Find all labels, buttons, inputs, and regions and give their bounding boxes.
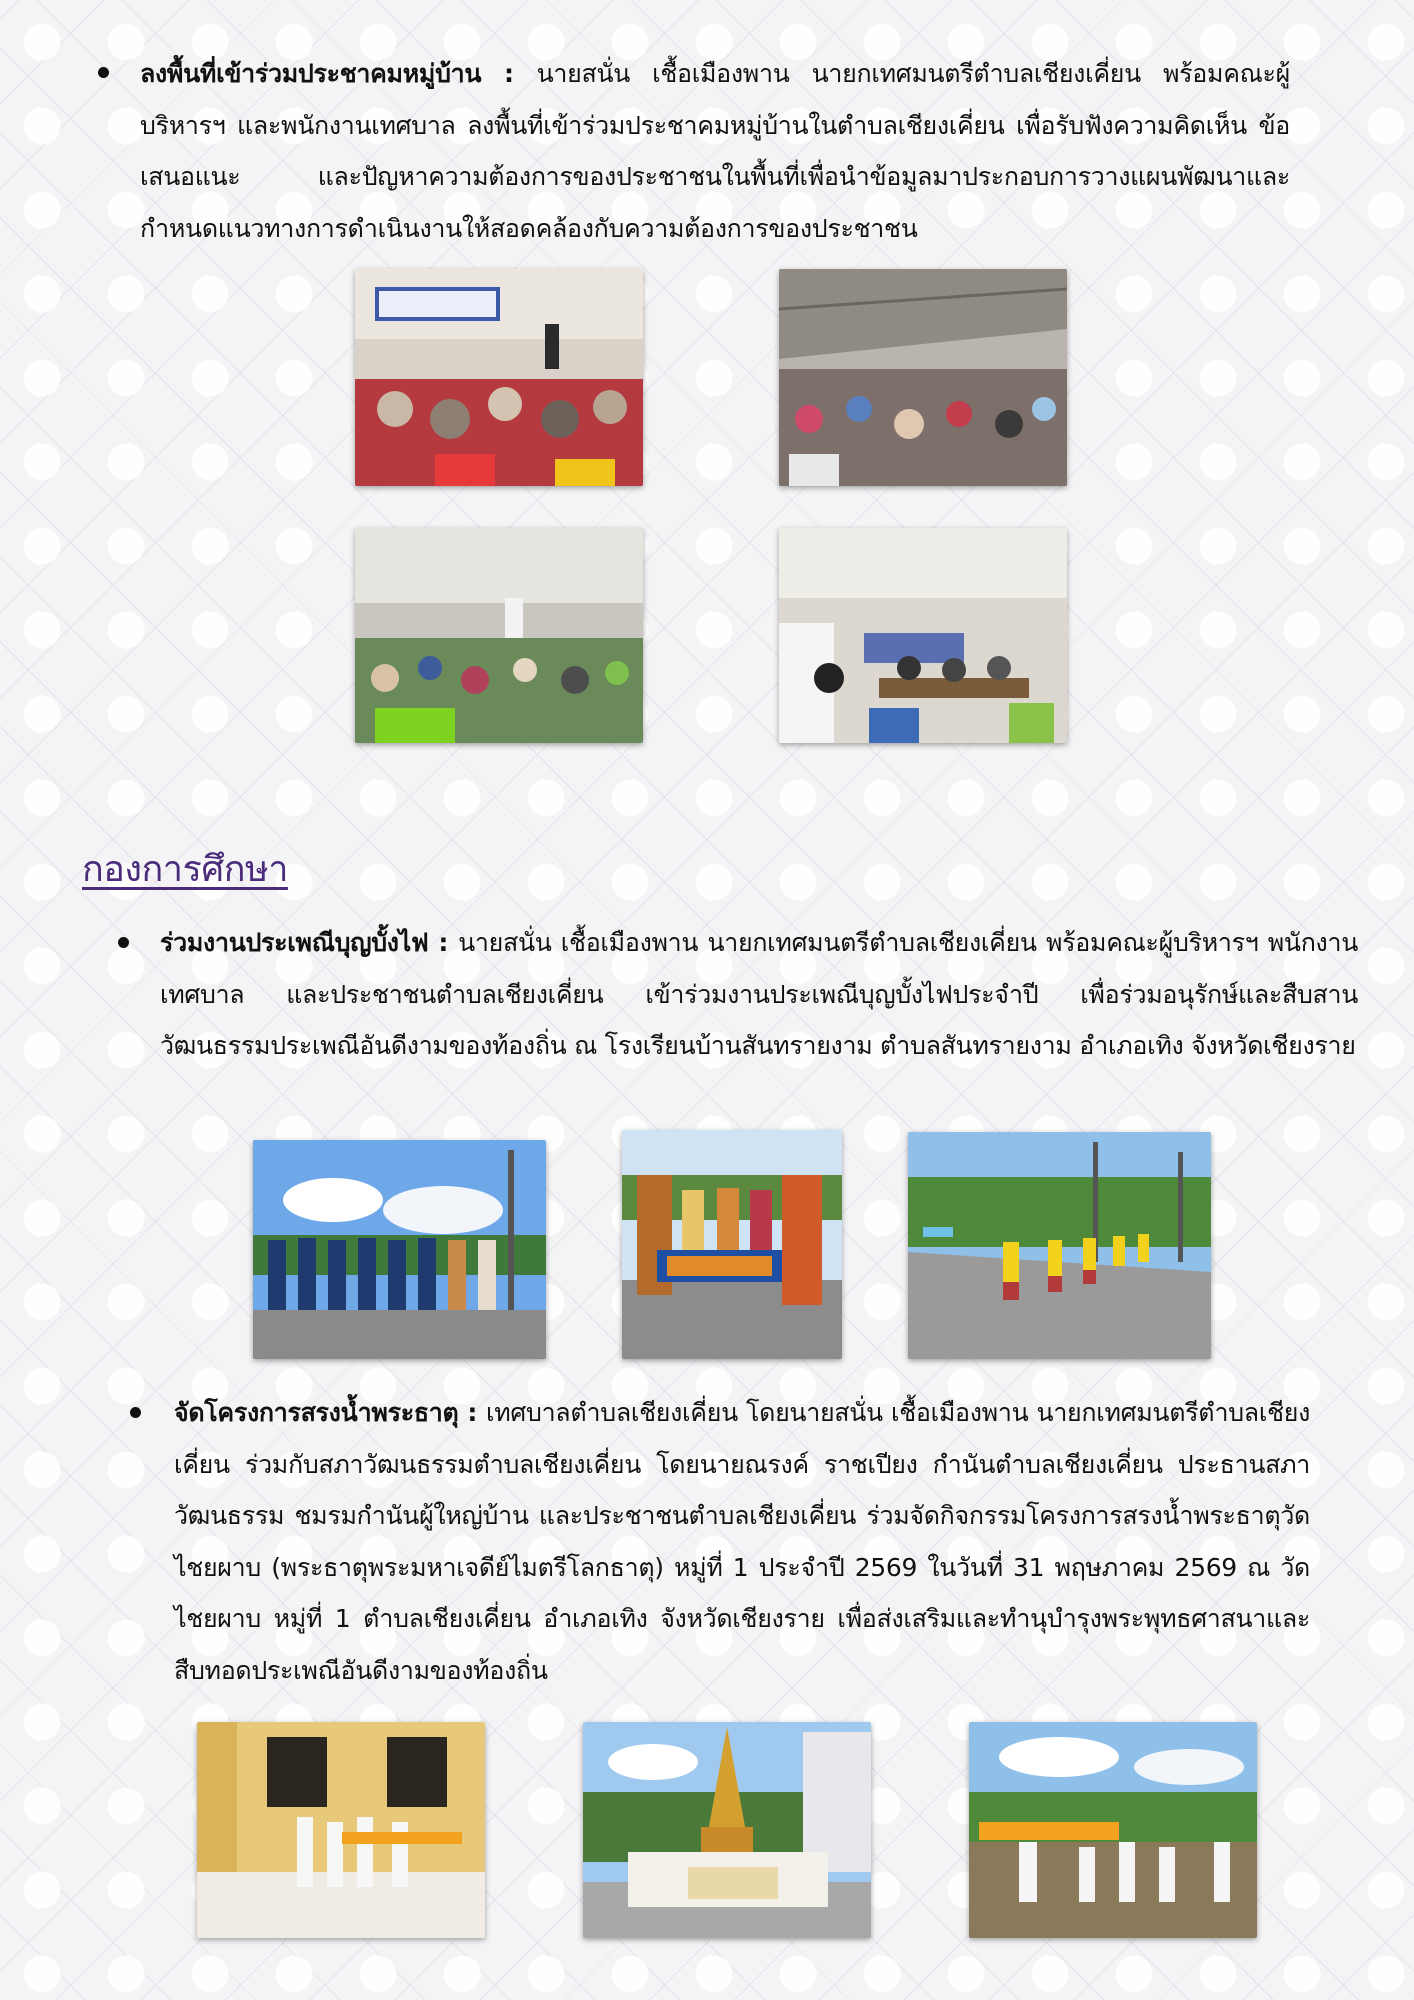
bullet-2 [118,937,129,948]
paragraph-stupa-bathing: จัดโครงการสรงน้ำพระธาตุ : เทศบาลตำบลเชียงเคี่ยน โดยนายสนั่น เชื้อเมืองพาน นายกเทศมนตรีตำบลเชียงเคี่ยน ร่วมกับสภาวัฒนธรรมตำบลเชียงเคี่ยน โดยนายณรงค์ ราชเปียง กำนันตำบลเชียงเคี่ยน ประธานสภาวัฒนธรรม ชมรมกำนันผู้ใหญ่บ้าน และประชาชนตำบลเชียงเคี่ยน ร่วมจัดกิจกรรมโครงการสรงน้ำพระธาตุวัดไชยผาบ (พระธาตุพระมหาเจดีย์ไมตรีโลกธาตุ) หมู่ที่ 1 ประจำปี 2569 ในวันที่ 31 พฤษภาคม 2569 ณ วัดไชยผาบ หมู่ที่ 1 ตำบลเชียงเคี่ยน อำเภอเทิง จังหวัดเชียงราย เพื่อส่งเสริมและทำนุบำรุงพระพุทธศาสนาและสืบทอดประเพณีอันดีงามของท้องถิ่น [174,1398,1310,1685]
photo-temple-3 [969,1722,1257,1938]
photo-festival-2 [622,1130,842,1359]
photo-festival-1 [253,1140,546,1359]
photo-meeting-1 [355,269,643,486]
photo-meeting-4 [779,528,1067,743]
photo-festival-3 [908,1132,1211,1359]
photo-temple-2 [583,1722,871,1938]
body-stupa-bathing: เทศบาลตำบลเชียงเคี่ยน โดยนายสนั่น เชื้อเมืองพาน นายกเทศมนตรีตำบลเชียงเคี่ยน ร่วมกับสภาวัฒนธรรมตำบลเชียงเคี่ยน โดยนายณรงค์ ราชเปียง กำนันตำบลเชียงเคี่ยน ประธานสภาวัฒนธรรม ชมรมกำนันผู้ใหญ่บ้าน และประชาชนตำบลเชียงเคี่ยน ร่วมจัดกิจกรรมโครงการสรงน้ำพระธาตุวัดไชยผาบ (พระธาตุพระมหาเจดีย์ไมตรีโลกธาตุ) หมู่ที่ 1 ประจำปี 2569 ในวันที่ 31 พฤษภาคม 2569 ณ วัดไชยผาบ หมู่ที่ 1 ตำบลเชียงเคี่ยน อำเภอเทิง จังหวัดเชียงราย เพื่อส่งเสริมและทำนุบำรุงพระพุทธศาสนาและสืบทอดประเพณีอันดีงามของท้องถิ่น [174,1398,1310,1685]
lead-village-meeting: ลงพื้นที่เข้าร่วมประชาคมหมู่บ้าน [140,59,482,88]
lead-rocket-festival: ร่วมงานประเพณีบุญบั้งไฟ [160,928,429,957]
body-village-meeting: นายสนั่น เชื้อเมืองพาน นายกเทศมนตรีตำบลเชียงเคี่ยน พร้อมคณะผู้บริหารฯ และพนักงานเทศบาล ลงพื้นที่เข้าร่วมประชาคมหมู่บ้านในตำบลเชียงเคี่ยน เพื่อรับฟังความคิดเห็น ข้อเสนอแนะ และปัญหาความต้องการของประชาชนในพื้นที่เพื่อนำข้อมูลมาประกอบการวางแผนพัฒนาและกำหนดแนวทางการดำเนินงานให้สอดคล้องกับความต้องการของประชาชน [140,59,1290,243]
photo-temple-1 [197,1722,485,1938]
paragraph-rocket-festival: ร่วมงานประเพณีบุญบั้งไฟ : นายสนั่น เชื้อเมืองพาน นายกเทศมนตรีตำบลเชียงเคี่ยน พร้อมคณะผู้บริหารฯ พนักงานเทศบาล และประชาชนตำบลเชียงเคี่ยน เข้าร่วมงานประเพณีบุญบั้งไฟประจำปี เพื่อร่วมอนุรักษ์และสืบสานวัฒนธรรมประเพณีอันดีงามของท้องถิ่น ณ โรงเรียนบ้านสันทรายงาม ตำบลสันทรายงาม อำเภอเทิง จังหวัดเชียงราย [160,928,1358,1060]
paragraph-village-meeting: ลงพื้นที่เข้าร่วมประชาคมหมู่บ้าน : นายสนั่น เชื้อเมืองพาน นายกเทศมนตรีตำบลเชียงเคี่ยน พร้อมคณะผู้บริหารฯ และพนักงานเทศบาล ลงพื้นที่เข้าร่วมประชาคมหมู่บ้านในตำบลเชียงเคี่ยน เพื่อรับฟังความคิดเห็น ข้อเสนอแนะ และปัญหาความต้องการของประชาชนในพื้นที่เพื่อนำข้อมูลมาประกอบการวางแผนพัฒนาและกำหนดแนวทางการดำเนินงานให้สอดคล้องกับความต้องการของประชาชน [140,59,1290,243]
lead-stupa-bathing: จัดโครงการสรงน้ำพระธาตุ [174,1398,459,1427]
photo-meeting-2 [779,269,1067,486]
section-title-education: กองการศึกษา [82,849,288,890]
photo-meeting-3 [355,528,643,743]
bullet-3 [130,1407,141,1418]
body-rocket-festival: นายสนั่น เชื้อเมืองพาน นายกเทศมนตรีตำบลเชียงเคี่ยน พร้อมคณะผู้บริหารฯ พนักงานเทศบาล และประชาชนตำบลเชียงเคี่ยน เข้าร่วมงานประเพณีบุญบั้งไฟประจำปี เพื่อร่วมอนุรักษ์และสืบสานวัฒนธรรมประเพณีอันดีงามของท้องถิ่น ณ โรงเรียนบ้านสันทรายงาม ตำบลสันทรายงาม อำเภอเทิง จังหวัดเชียงราย [160,928,1358,1060]
bullet-1 [98,67,109,78]
